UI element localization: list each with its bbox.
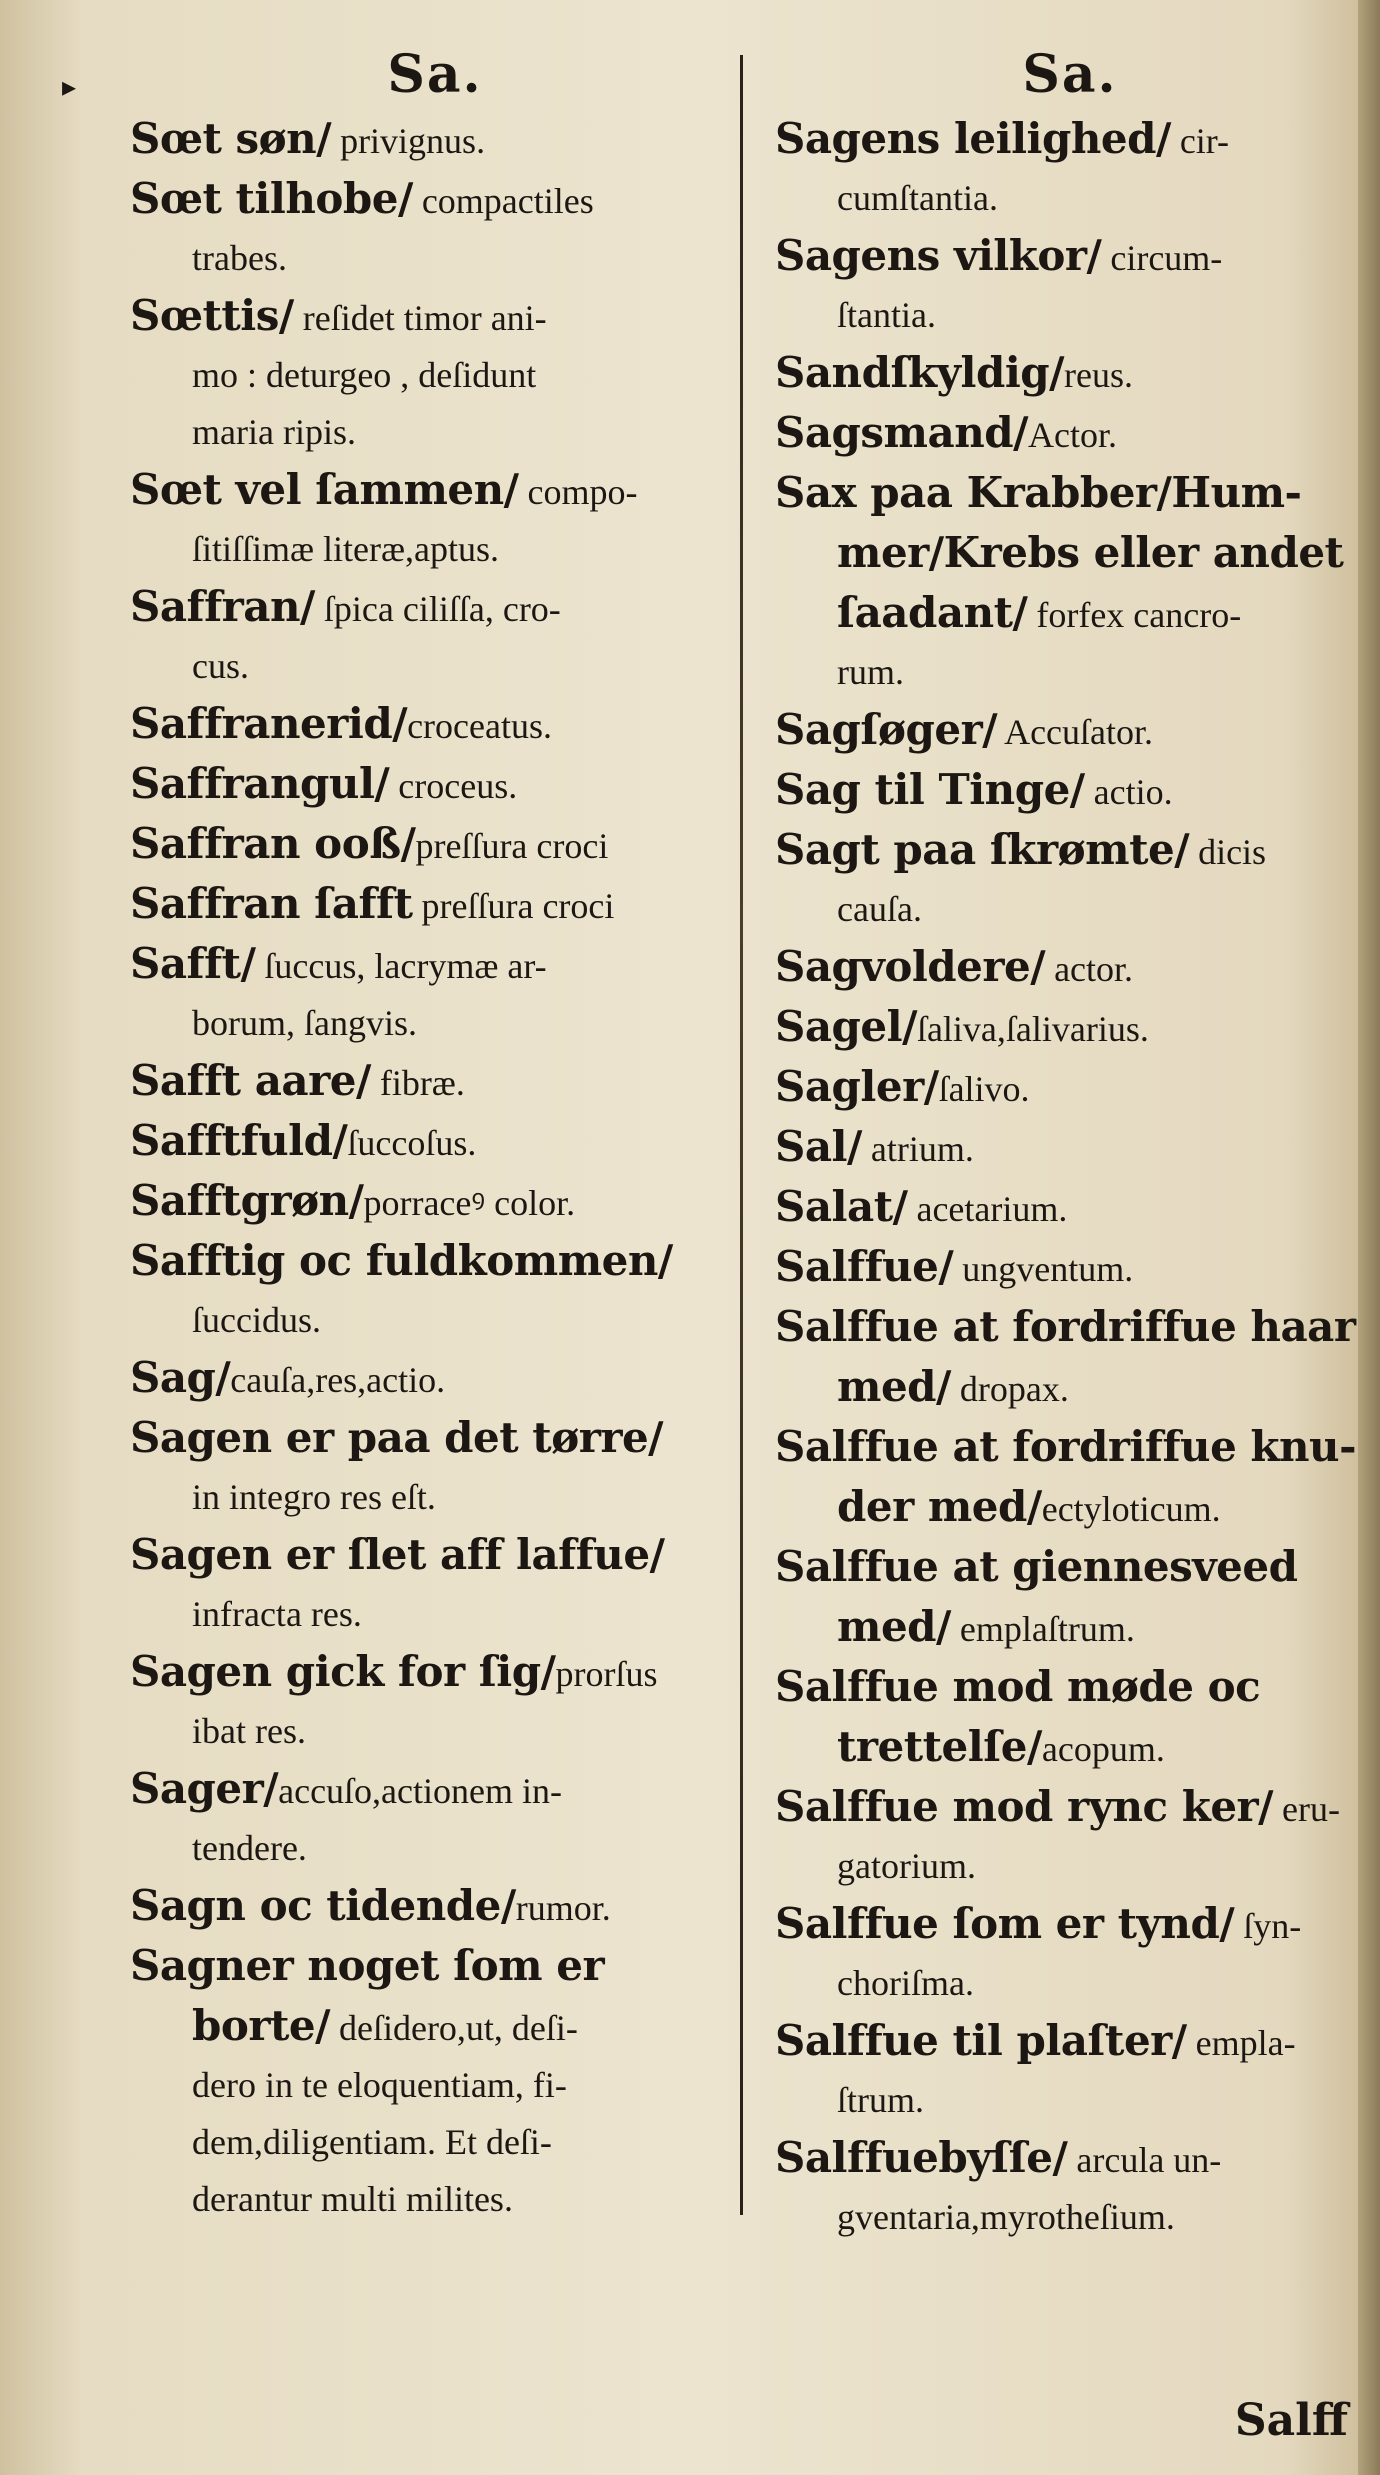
definition: preſſura croci <box>412 886 615 926</box>
entry-line <box>130 1586 740 1643</box>
entry-line <box>775 1718 1365 1778</box>
definition: empla- <box>1186 2023 1296 2063</box>
headword: Salffue til plaſter/ <box>775 2016 1187 2065</box>
left-entries <box>130 110 740 2228</box>
entry-line <box>775 227 1365 287</box>
entry-line <box>775 1238 1365 1298</box>
entry-line <box>130 1877 740 1937</box>
entry-line <box>130 1409 740 1469</box>
headword: Sandſkyldig/ <box>775 348 1065 397</box>
dictionary-entry <box>130 1349 740 1409</box>
headword: Salffue ſom er tynd/ <box>775 1899 1235 1948</box>
entry-line <box>775 2012 1365 2072</box>
entry-line <box>775 464 1365 524</box>
entry-line <box>775 2072 1365 2129</box>
headword: Sagler/ <box>775 1062 939 1111</box>
definition: in integro res eſt. <box>192 1477 436 1517</box>
definition: ſaliva,ſalivarius. <box>916 1009 1149 1049</box>
headword: Sagvoldere/ <box>775 942 1046 991</box>
headword: Sagens leilighed/ <box>775 114 1171 163</box>
definition: reſidet timor ani- <box>293 298 547 338</box>
headword: Sax paa Krabber/Hum- <box>775 468 1302 517</box>
headword: ſaadant/ <box>837 588 1028 637</box>
entry-line <box>130 1937 740 1997</box>
headword: Sagel/ <box>775 1002 917 1051</box>
entry-line <box>130 875 740 935</box>
definition: infracta res. <box>192 1594 362 1634</box>
dictionary-entry <box>775 2129 1365 2246</box>
definition: maria ripis. <box>192 412 356 452</box>
entry-line <box>775 998 1365 1058</box>
dictionary-entry <box>130 1643 740 1760</box>
dictionary-entry <box>775 1895 1365 2012</box>
definition: eru- <box>1273 1789 1340 1829</box>
entry-line <box>775 1118 1365 1178</box>
definition: ſyn- <box>1234 1906 1302 1946</box>
definition: tendere. <box>192 1828 307 1868</box>
definition: ſtantia. <box>837 295 936 335</box>
entry-line <box>130 935 740 995</box>
dictionary-entry <box>130 1937 740 2228</box>
headword: Salffue mod rync ker/ <box>775 1782 1274 1831</box>
definition: deſidero,ut, deſi- <box>329 2008 578 2048</box>
headword: borte/ <box>192 2001 330 2050</box>
headword: Sagen er ſlet aff laffue/ <box>130 1530 665 1579</box>
entry-line <box>130 1349 740 1409</box>
dictionary-entry <box>775 2012 1365 2129</box>
definition: reus. <box>1064 355 1133 395</box>
entry-line <box>775 287 1365 344</box>
definition: porraceꝰ color. <box>363 1183 576 1223</box>
definition: borum, ſangvis. <box>192 1003 417 1043</box>
entry-line <box>130 815 740 875</box>
definition: fibræ. <box>370 1063 465 1103</box>
headword: Sagen er paa det tørre/ <box>130 1413 664 1462</box>
definition: acopum. <box>1041 1729 1165 1769</box>
headword: Sag/ <box>130 1353 231 1402</box>
headword: Sagen gick for ſig/ <box>130 1647 556 1696</box>
definition: cumſtantia. <box>837 178 998 218</box>
definition: preſſura croci <box>415 826 609 866</box>
definition: accuſo,actionem in- <box>278 1771 562 1811</box>
definition: trabes. <box>192 238 287 278</box>
definition: cir- <box>1170 121 1230 161</box>
entry-line <box>130 521 740 578</box>
dictionary-entry <box>775 1298 1365 1418</box>
headword: Sagsmand/ <box>775 408 1028 457</box>
dictionary-entry <box>130 461 740 578</box>
headword: trettelſe/ <box>837 1722 1042 1771</box>
definition: arcula un- <box>1067 2140 1222 2180</box>
headword: Saffran/ <box>130 582 315 631</box>
definition: actor. <box>1045 949 1134 989</box>
definition: ſuccus, lacrymæ ar- <box>255 946 547 986</box>
dictionary-entry <box>130 875 740 935</box>
dictionary-entry <box>130 1409 740 1526</box>
headword: mer/Krebs eller andet <box>837 528 1344 577</box>
definition: atrium. <box>861 1129 974 1169</box>
definition: dicis <box>1189 832 1267 872</box>
entry-line <box>130 638 740 695</box>
definition: privignus. <box>331 121 486 161</box>
headword: Saffrangul/ <box>130 759 390 808</box>
dictionary-entry <box>775 938 1365 998</box>
headword: Safftig oc fuldkommen/ <box>130 1236 673 1285</box>
definition: mo : deturgeo , deſidunt <box>192 355 537 395</box>
entry-line <box>775 584 1365 644</box>
headword: Salffue/ <box>775 1242 954 1291</box>
dictionary-entry <box>130 578 740 695</box>
headword: Safft aare/ <box>130 1056 371 1105</box>
entry-line <box>130 404 740 461</box>
dictionary-entry <box>775 1538 1365 1658</box>
entry-line <box>775 1658 1365 1718</box>
dictionary-entry <box>775 344 1365 404</box>
catchword: Salff <box>1234 2395 1348 2446</box>
entry-line <box>130 1052 740 1112</box>
margin-mark: ▸ <box>62 70 77 103</box>
definition: ſtrum. <box>837 2080 924 2120</box>
dictionary-entry <box>130 287 740 461</box>
headword: Salffue at fordriffue haar <box>775 1302 1356 1351</box>
entry-line <box>775 1178 1365 1238</box>
headword: Salffue at giennesveed <box>775 1542 1298 1591</box>
entry-line <box>775 1538 1365 1598</box>
entry-line <box>130 1643 740 1703</box>
entry-line <box>130 1820 740 1877</box>
dictionary-entry <box>130 1172 740 1232</box>
headword: Sœt vel ſammen/ <box>130 465 519 514</box>
entry-line <box>775 644 1365 701</box>
right-column <box>775 40 1365 2246</box>
headword: Salffue at fordriffue knu- <box>775 1422 1357 1471</box>
headword: Sagner noget ſom er <box>130 1941 605 1990</box>
definition: acetarium. <box>907 1189 1068 1229</box>
headword: Safft/ <box>130 939 256 988</box>
dictionary-entry <box>130 170 740 287</box>
left-header: Sa. <box>387 44 483 105</box>
entry-line <box>130 1760 740 1820</box>
dictionary-entry <box>775 1178 1365 1238</box>
entry-line <box>775 1478 1365 1538</box>
headword: Sœt søn/ <box>130 114 332 163</box>
entry-line <box>775 524 1365 584</box>
entry-line <box>775 1598 1365 1658</box>
entry-line <box>130 1469 740 1526</box>
right-entries <box>775 110 1365 2246</box>
entry-line <box>775 2189 1365 2246</box>
headword: Sagſøger/ <box>775 705 998 754</box>
headword: Sagens vilkor/ <box>775 231 1102 280</box>
entry-line <box>775 2129 1365 2189</box>
entry-line <box>130 1172 740 1232</box>
definition: cus. <box>192 646 249 686</box>
dictionary-entry <box>775 701 1365 761</box>
entry-line <box>130 110 740 170</box>
definition: ſuccoſus. <box>347 1123 477 1163</box>
entry-line <box>130 1526 740 1586</box>
left-column <box>130 40 740 2228</box>
entry-line <box>130 755 740 815</box>
headword: Salat/ <box>775 1182 908 1231</box>
definition: gventaria,myrotheſium. <box>837 2197 1175 2237</box>
entry-line <box>775 1418 1365 1478</box>
entry-line <box>775 1298 1365 1358</box>
definition: gatorium. <box>837 1846 976 1886</box>
entry-line <box>130 1997 740 2057</box>
headword: Saffran ooß/ <box>130 819 416 868</box>
headword: Sœttis/ <box>130 291 294 340</box>
entry-line <box>775 1058 1365 1118</box>
definition: derantur multi milites. <box>192 2179 513 2219</box>
entry-line <box>775 821 1365 881</box>
dictionary-entry <box>775 227 1365 344</box>
entry-line <box>775 1838 1365 1895</box>
headword: Sœt tilhobe/ <box>130 174 413 223</box>
headword: Safftgrøn/ <box>130 1176 364 1225</box>
definition: emplaſtrum. <box>950 1609 1135 1649</box>
right-header: Sa. <box>1022 44 1118 105</box>
entry-line <box>130 1232 740 1292</box>
headword: Saffranerid/ <box>130 699 408 748</box>
definition: dero in te eloquentiam, fi- <box>192 2065 567 2105</box>
definition: Actor. <box>1027 415 1117 455</box>
definition: circum- <box>1101 238 1223 278</box>
headword: med/ <box>837 1362 951 1411</box>
entry-line <box>775 701 1365 761</box>
definition: croceatus. <box>407 706 552 746</box>
definition: choriſma. <box>837 1963 974 2003</box>
definition: ectyloticum. <box>1041 1489 1221 1529</box>
dictionary-entry <box>775 1778 1365 1895</box>
headword: Safftfuld/ <box>130 1116 348 1165</box>
definition: ſalivo. <box>938 1069 1030 1109</box>
entry-line <box>130 578 740 638</box>
entry-line <box>775 761 1365 821</box>
dictionary-entry <box>775 998 1365 1058</box>
definition: compactiles <box>412 181 594 221</box>
dictionary-entry <box>775 1418 1365 1538</box>
dictionary-entry <box>130 755 740 815</box>
entry-line <box>775 881 1365 938</box>
dictionary-entry <box>130 1526 740 1643</box>
definition: ibat res. <box>192 1711 306 1751</box>
dictionary-entry <box>775 761 1365 821</box>
definition: croceus. <box>389 766 518 806</box>
column-divider <box>740 55 743 2215</box>
entry-line <box>775 170 1365 227</box>
entry-line <box>130 170 740 230</box>
entry-line <box>130 1703 740 1760</box>
entry-line <box>130 2057 740 2114</box>
entry-line <box>130 461 740 521</box>
entry-line <box>130 230 740 287</box>
definition: dropax. <box>950 1369 1069 1409</box>
dictionary-entry <box>130 1232 740 1349</box>
dictionary-entry <box>775 821 1365 938</box>
entry-line <box>775 344 1365 404</box>
headword: Salffuebyſſe/ <box>775 2133 1068 2182</box>
dictionary-entry <box>130 815 740 875</box>
headword: Salffue mod møde oc <box>775 1662 1261 1711</box>
dictionary-entry <box>130 1760 740 1877</box>
definition: ſpica ciliſſa, cro- <box>314 589 561 629</box>
entry-line <box>775 110 1365 170</box>
definition: Accuſator. <box>997 712 1154 752</box>
dictionary-entry <box>130 1877 740 1937</box>
dictionary-entry <box>130 695 740 755</box>
dictionary-entry <box>775 1238 1365 1298</box>
entry-line <box>130 2114 740 2171</box>
entry-line <box>130 1112 740 1172</box>
definition: actio. <box>1084 772 1173 812</box>
definition: compo- <box>518 472 638 512</box>
dictionary-entry <box>775 1658 1365 1778</box>
dictionary-entry <box>775 1118 1365 1178</box>
definition: cauſa. <box>837 889 922 929</box>
headword: Sagn oc tidende/ <box>130 1881 516 1930</box>
entry-line <box>775 1358 1365 1418</box>
entry-line <box>130 2171 740 2228</box>
definition: ſitiſſimæ literæ,aptus. <box>192 529 500 569</box>
dictionary-entry <box>775 110 1365 227</box>
definition: ungventum. <box>953 1249 1134 1289</box>
dictionary-entry <box>775 404 1365 464</box>
dictionary-entry <box>130 1052 740 1112</box>
entry-line <box>775 1955 1365 2012</box>
definition: cauſa,res,actio. <box>230 1360 446 1400</box>
dictionary-entry <box>775 464 1365 701</box>
dictionary-entry <box>775 1058 1365 1118</box>
entry-line <box>130 347 740 404</box>
dictionary-entry <box>130 110 740 170</box>
definition: prorſus <box>555 1654 658 1694</box>
entry-line <box>775 1895 1365 1955</box>
headword: Sager/ <box>130 1764 279 1813</box>
entry-line <box>775 404 1365 464</box>
entry-line <box>130 995 740 1052</box>
entry-line <box>775 938 1365 998</box>
entry-line <box>130 287 740 347</box>
definition: ſuccidus. <box>192 1300 321 1340</box>
dictionary-entry <box>130 1112 740 1172</box>
headword: Saffran ſafft <box>130 879 413 928</box>
headword: Sag til Tinge/ <box>775 765 1085 814</box>
definition: rumor. <box>515 1888 611 1928</box>
entry-line <box>130 1292 740 1349</box>
headword: Sagt paa ſkrømte/ <box>775 825 1190 874</box>
definition: rum. <box>837 652 904 692</box>
entry-line <box>130 695 740 755</box>
headword: der med/ <box>837 1482 1042 1531</box>
definition: dem,diligentiam. Et deſi- <box>192 2122 552 2162</box>
headword: med/ <box>837 1602 951 1651</box>
definition: forfex cancro- <box>1027 595 1242 635</box>
entry-line <box>775 1778 1365 1838</box>
dictionary-entry <box>130 935 740 1052</box>
headword: Sal/ <box>775 1122 862 1171</box>
